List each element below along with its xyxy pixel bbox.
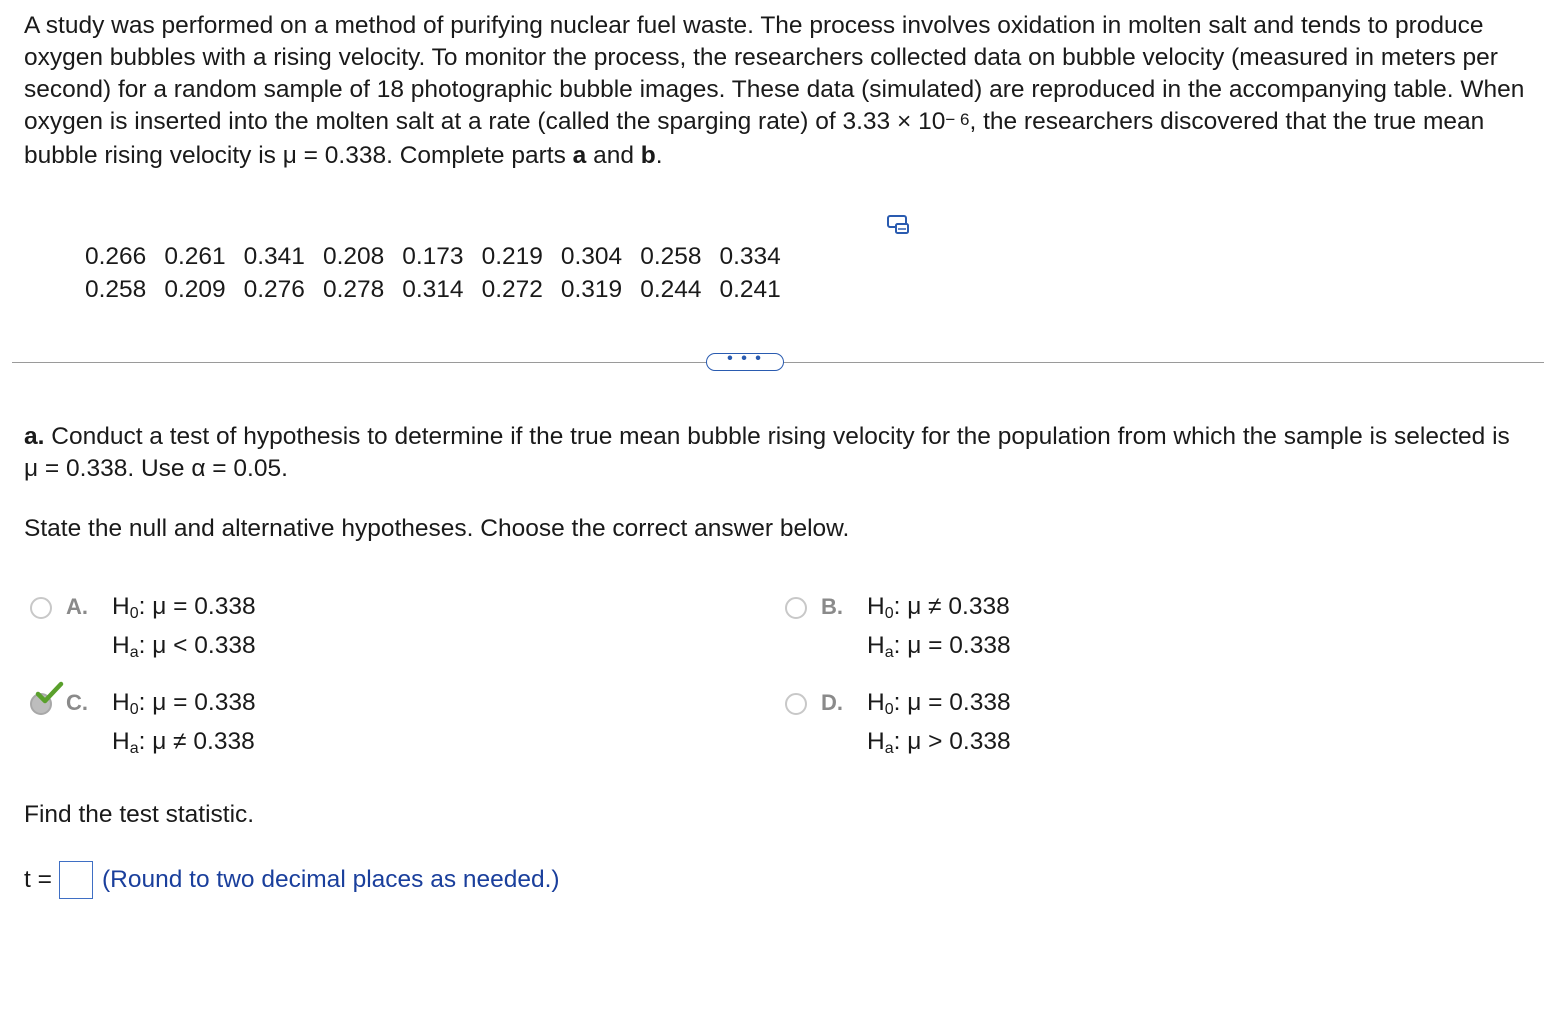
table-cell: 0.258 [640,243,702,270]
table-cell: 0.319 [560,276,623,303]
more-dots: • • • [727,350,763,367]
table-cell: 0.258 [85,276,147,303]
hypothesis-symbol: H [867,689,885,716]
table-cell: 0.244 [640,276,702,303]
hypothesis-symbol: H [867,632,885,659]
null-hypothesis [867,687,1011,719]
hypothesis-symbol: H [867,728,885,755]
option-letter: A. [66,594,88,619]
test-statistic-prompt: Find the test statistic. [24,801,255,828]
null-hypothesis [112,687,256,719]
intro-text: A study was performed on a method of purifying nuclear fuel waste. The process involves oxidation in molten salt and tends to produce oxygen bubbles with a rising velocity. To monitor the process, the researchers collected data on bubble velocity (measured in meters per second) for a random sample of 18 photographic bubble images. These data (simulated) are reproduced in the accompanying table. When oxygen is inserted into the molten salt at a rate (called the sparging rate) of 3.33 × 10 [24,12,1525,135]
hypothesis-symbol: H [112,593,130,620]
hypothesis-statement: : μ = 0.338 [893,689,1011,716]
table-cell: 0.219 [481,243,543,270]
hypothesis-symbol: H [867,593,885,620]
hypothesis-statement: : μ = 0.338 [893,632,1011,659]
hypothesis-subscript: 0 [129,605,139,622]
intro-text-continued: , the researchers discovered that the true mean bubble rising velocity is μ = 0.338. Complete parts [24,108,1485,169]
hypothesis-subscript: 0 [129,701,139,718]
null-hypothesis [112,591,256,623]
hypothesis-subscript: a [884,644,894,661]
hypothesis-subscript: 0 [884,701,894,718]
table-cell: 0.173 [402,243,464,270]
table-cell: 0.278 [322,276,385,303]
option-letter: B. [821,594,843,619]
hypothesis-subscript: 0 [884,605,894,622]
null-hypothesis [867,591,1010,623]
table-cell: 0.276 [243,276,305,303]
expand-more-button[interactable] [706,350,784,371]
table-cell: 0.209 [164,276,226,303]
radio-button[interactable] [30,597,52,619]
intro-and: and [586,142,641,169]
hypothesis-subscript: a [884,740,894,757]
part-b-ref: b [640,142,656,169]
hypothesis-statement: : μ = 0.338 [138,593,256,620]
hypothesis-statement: : μ ≠ 0.338 [138,728,255,755]
part-a-text: Conduct a test of hypothesis to determine if the true mean bubble rising velocity for the population from which the sample is selected is μ = 0.338. Use α = 0.05. [24,423,1510,482]
table-cell: 0.241 [719,276,781,303]
copy-data-icon[interactable] [885,214,911,236]
table-cell: 0.261 [164,243,226,270]
table-cell: 0.334 [719,243,781,270]
problem-statement [24,10,1534,172]
table-cell: 0.272 [481,276,543,303]
table-row [76,240,790,273]
table-cell: 0.208 [322,243,385,270]
test-statistic-input[interactable] [59,861,93,899]
alternative-hypothesis [867,630,1011,662]
hypothesis-statement: : μ = 0.338 [138,689,256,716]
table-cell: 0.314 [402,276,464,303]
alternative-hypothesis [112,726,255,758]
hypothesis-symbol: H [112,632,130,659]
intro-end: . [655,142,663,169]
alternative-hypothesis [867,726,1011,758]
hypothesis-subscript: a [129,740,139,757]
radio-button[interactable] [785,597,807,619]
radio-button[interactable] [785,693,807,715]
hypothesis-symbol: H [112,689,130,716]
table-cell: 0.266 [85,243,147,270]
part-a-label: a. [24,423,45,450]
hypothesis-statement: : μ > 0.338 [893,728,1011,755]
hypothesis-subscript: a [129,644,139,661]
table-cell: 0.341 [243,243,305,270]
hypotheses-prompt: State the null and alternative hypotheses. Choose the correct answer below. [24,515,850,542]
option-letter: D. [821,690,843,715]
rounding-hint: (Round to two decimal places as needed.) [102,866,560,893]
hypothesis-statement: : μ < 0.338 [138,632,256,659]
table-row [76,273,790,306]
table-cell: 0.304 [560,243,623,270]
part-a-ref: a [572,142,587,169]
data-table [76,240,790,306]
hypothesis-statement: : μ ≠ 0.338 [893,593,1010,620]
t-label: t = [24,866,52,893]
exponent: − 6 [945,110,970,129]
option-letter: C. [66,690,88,715]
checkmark-icon [34,681,64,705]
hypothesis-symbol: H [112,728,130,755]
part-a-question [24,421,1524,485]
alternative-hypothesis [112,630,256,662]
